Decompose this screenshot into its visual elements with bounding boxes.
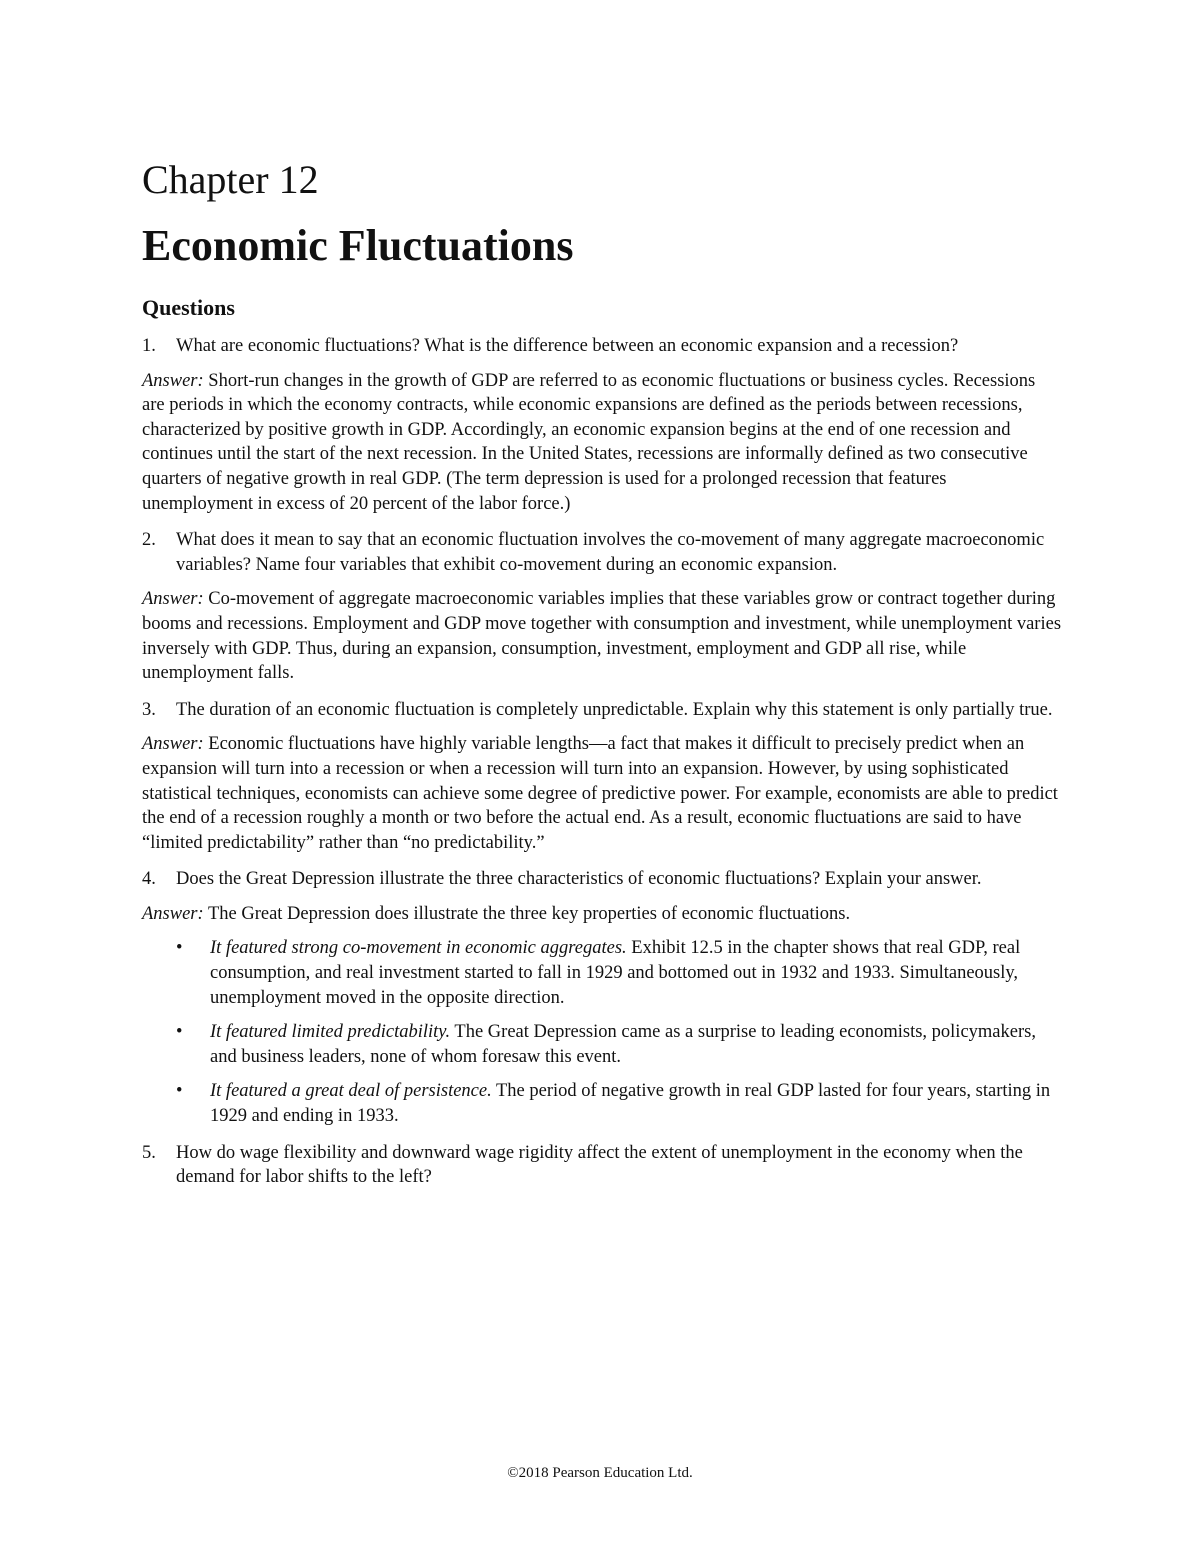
question-4 xyxy=(142,867,1062,892)
question-number: 3. xyxy=(142,699,156,720)
bullet-item xyxy=(142,1020,1062,1069)
bullet-icon: • xyxy=(176,1022,183,1043)
bullet-lead: It featured strong co-movement in economic aggregates. xyxy=(210,938,627,959)
question-text: The duration of an economic fluctuation is completely unpredictable. Explain why this statement is only partially true. xyxy=(176,699,1053,720)
answer-3 xyxy=(142,732,1062,855)
answer-label: Answer: xyxy=(142,903,204,924)
page-footer: ©2018 Pearson Education Ltd. xyxy=(507,1465,693,1481)
bullet-item xyxy=(142,1079,1062,1128)
question-text: What does it mean to say that an economic fluctuation involves the co-movement of many aggregate macroeconomic variables? Name four variables that exhibit co-movement during an economic expansion. xyxy=(176,530,1045,575)
answer-text: Short-run changes in the growth of GDP are referred to as economic fluctuations or business cycles. Recessions are periods in which the economy contracts, while economic expansions are defined as the periods between recessions, characterized by positive growth in GDP. Accordingly, an economic expansion begins at the end of one recession and continues until the start of the next recession. In the United States, recessions are informally defined as two consecutive quarters of negative growth in real GDP. (The term depression is used for a prolonged recession that features unemployment in excess of 20 percent of the labor force.) xyxy=(142,370,1036,514)
question-number: 5. xyxy=(142,1142,156,1163)
bullet-lead: It featured limited predictability. xyxy=(210,1022,451,1043)
bullet-lead: It featured a great deal of persistence. xyxy=(210,1081,492,1102)
chapter-heading: Chapter 12 xyxy=(142,157,319,202)
question-text: How do wage flexibility and downward wage rigidity affect the extent of unemployment in the economy when the demand for labor shifts to the left? xyxy=(176,1142,1023,1188)
answer-1 xyxy=(142,369,1062,517)
bullet-text: Exhibit 12.5 in the chapter shows that real GDP, real consumption, and real investment started to fall in 1929 and bottomed out in 1932 and 1933. Simultaneously, unemployment moved in the opposite direction. xyxy=(210,938,1021,1008)
question-2 xyxy=(142,528,1062,577)
chapter-title: Economic Fluctuations xyxy=(142,221,574,270)
answer-text: Economic fluctuations have highly variable lengths—a fact that makes it difficult to precisely predict when an expansion will turn into a recession or when a recession will turn into an expansion. However, by using sophisticated statistical techniques, economists can achieve some degree of predictive power. For example, economists are able to predict the end of a recession roughly a month or two before the actual end. As a result, economic fluctuations are said to have “limited predictability” rather than “no predictability.” xyxy=(142,734,1058,853)
answer-4 xyxy=(142,902,1062,927)
question-number: 4. xyxy=(142,869,156,890)
answer-label: Answer: xyxy=(142,734,204,755)
question-3 xyxy=(142,698,1062,723)
question-number: 1. xyxy=(142,336,156,356)
answer-text: The Great Depression does illustrate the three key properties of economic fluctuations. xyxy=(203,903,851,924)
question-5 xyxy=(142,1141,1062,1190)
answer-2 xyxy=(142,587,1062,685)
question-1 xyxy=(142,334,1062,359)
question-number: 2. xyxy=(142,530,156,551)
bullet-text: The period of negative growth in real GDP lasted for four years, starting in 1929 and ending in 1933. xyxy=(210,1081,1051,1127)
bullet-item xyxy=(142,936,1062,1010)
answer-label: Answer: xyxy=(142,370,204,391)
bullet-text: The Great Depression came as a surprise to leading economists, policymakers, and business leaders, none of whom foresaw this event. xyxy=(210,1022,1036,1067)
page-content xyxy=(142,156,1062,1190)
bullet-icon: • xyxy=(176,938,183,959)
answer-text: Co-movement of aggregate macroeconomic variables implies that these variables grow or contract together during booms and recessions. Employment and GDP move together with consumption and investment, while unemployment varies inversely with GDP. Thus, during an expansion, consumption, investment, employment and GDP all rise, while unemployment falls. xyxy=(142,589,1062,684)
answer-4-bullet-list xyxy=(142,936,1062,1128)
question-text: What are economic fluctuations? What is the difference between an economic expansion and a recession? xyxy=(176,336,959,356)
section-heading: Questions xyxy=(142,295,235,320)
answer-label: Answer: xyxy=(142,589,204,610)
question-text: Does the Great Depression illustrate the three characteristics of economic fluctuations? Explain your answer. xyxy=(176,869,982,890)
bullet-icon: • xyxy=(176,1081,183,1102)
